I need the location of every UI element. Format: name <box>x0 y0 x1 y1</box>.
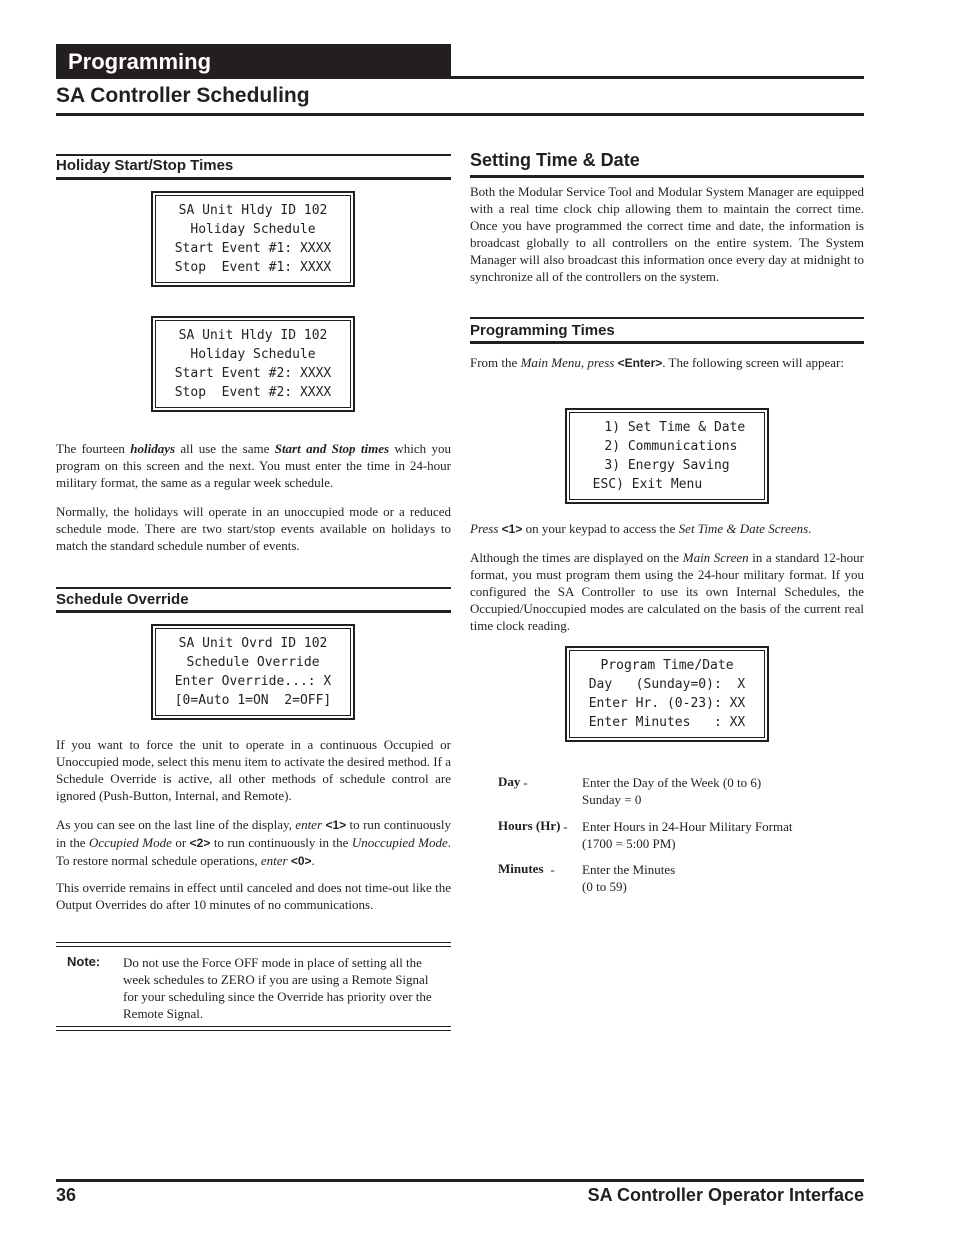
definition-separator: - <box>560 819 568 834</box>
lcd-line: 2) Communications <box>588 439 746 454</box>
holiday-heading: Holiday Start/Stop Times <box>56 157 234 174</box>
note-label: Note: <box>67 954 101 969</box>
section-rule <box>470 341 864 344</box>
lcd-line: Day (Sunday=0): X <box>588 677 746 692</box>
lcd-time-date-screen <box>565 646 769 742</box>
definition-line: Enter Hours in 24-Hour Military Format <box>582 819 793 834</box>
footer-rule <box>56 1179 864 1182</box>
section-rule <box>56 587 451 589</box>
programming-times-paragraph-2: Press <1> on your keypad to access the Set Time & Date Screens. <box>470 521 812 536</box>
header-rule <box>56 113 864 116</box>
lcd-line: Holiday Schedule <box>190 222 316 237</box>
override-paragraph-2: As you can see on the last line of the display, enter <1> to run continuously in the Occupied Mode or <2> to run continuously in the Unoccupied Mode. To restore normal schedule operations, enter <0>. <box>56 817 452 868</box>
definition-term: Day <box>498 774 521 789</box>
lcd-line: Program Time/Date <box>584 658 750 673</box>
note-rule <box>56 942 451 943</box>
override-paragraph-1: If you want to force the unit to operate in a continuous Occupied or Unoccupied mode, select this menu item to activate the desired method. If a Schedule Override is active, all other methods of schedule control are ignored (Push-Button, Internal, and Remote). <box>56 737 451 803</box>
section-rule <box>56 177 451 180</box>
definition-text <box>582 818 864 852</box>
override-heading: Schedule Override <box>56 591 189 608</box>
lcd-line: Start Event #2: XXXX <box>174 366 332 381</box>
lcd-line: Holiday Schedule <box>190 347 316 362</box>
lcd-line: SA Unit Hldy ID 102 <box>178 203 328 218</box>
lcd-line: Start Event #1: XXXX <box>174 241 332 256</box>
lcd-line: Enter Override...: X <box>174 674 332 689</box>
lcd-line: 3) Energy Saving <box>588 458 746 473</box>
definition-line: Sunday = 0 <box>582 792 642 807</box>
header-rule <box>56 76 864 79</box>
lcd-line: Stop Event #2: XXXX <box>174 385 332 400</box>
lcd-line: 1) Set Time & Date <box>588 420 746 435</box>
page-title: SA Controller Scheduling <box>56 84 310 107</box>
time-date-paragraph: Both the Modular Service Tool and Modular System Manager are equipped with a real time clock chip allowing them to maintain the correct time. Once you have programmed the correct time and date, the information is broadcast globally to all controllers on the entire system. The System Manager will also broadcast this information once every day at midnight to synchronize all of the controllers on the system. <box>470 184 864 284</box>
note-rule <box>56 946 451 947</box>
lcd-line: [0=Auto 1=ON 2=OFF] <box>174 693 332 708</box>
definition-line: Enter the Minutes <box>582 862 676 877</box>
programming-times-paragraph-1: From the Main Menu, press <Enter>. The following screen will appear: <box>470 355 844 370</box>
lcd-holiday-screen-2 <box>151 316 355 412</box>
definition-text <box>582 774 864 808</box>
holiday-paragraph-2: Normally, the holidays will operate in an unoccupied mode or a reduced schedule mode. There are two start/stop events available on holidays to match the standard schedule number of events. <box>56 504 451 553</box>
definition-line: (0 to 59) <box>582 879 627 894</box>
note-rule <box>56 1030 451 1031</box>
definition-line: Enter the Day of the Week (0 to 6) <box>582 775 762 790</box>
lcd-line: Enter Hr. (0-23): XX <box>588 696 746 711</box>
lcd-line: Stop Event #1: XXXX <box>174 260 332 275</box>
lcd-line: Enter Minutes : XX <box>588 715 746 730</box>
holiday-paragraph-1: The fourteen holidays all use the same Start and Stop times which you program on this screen and the next. You must enter the time in 24-hour military format, the same as a regular week schedule. <box>56 441 452 490</box>
lcd-line: SA Unit Hldy ID 102 <box>178 328 328 343</box>
lcd-line: Schedule Override <box>186 655 320 670</box>
definition-term: Hours (Hr) <box>498 818 561 833</box>
section-rule <box>56 610 451 613</box>
section-rule <box>470 317 864 319</box>
definition-text <box>582 861 864 895</box>
section-title: Programming <box>68 49 212 74</box>
lcd-main-menu-screen <box>565 408 769 504</box>
page-number: 36 <box>56 1185 77 1205</box>
override-paragraph-3: This override remains in effect until canceled and does not time-out like the Output Overrides do after 10 minutes of no communications. <box>56 880 451 912</box>
note-rule <box>56 1026 451 1027</box>
note-text: Do not use the Force OFF mode in place of setting all the week schedules to ZERO if you are using a Remote Signal for your scheduling since the Override has priority over the Remote Signal. <box>123 955 432 1021</box>
time-date-heading: Setting Time & Date <box>470 150 640 170</box>
lcd-line: SA Unit Ovrd ID 102 <box>178 636 328 651</box>
definition-line: (1700 = 5:00 PM) <box>582 836 676 851</box>
definition-term: Minutes <box>498 861 544 876</box>
programming-times-heading: Programming Times <box>470 322 615 339</box>
programming-times-paragraph-3: Although the times are displayed on the Main Screen in a standard 12-hour format, you must program them using the 24-hour military format. If you configured the SA Controller to use its own Internal Schedules, the Occupied/Unoccupied modes are calculated on the basis of the current real time clock reading. <box>470 550 865 633</box>
section-rule <box>56 154 451 156</box>
section-rule <box>470 175 864 178</box>
lcd-line: ESC) Exit Menu <box>592 477 742 492</box>
footer-title: SA Controller Operator Interface <box>587 1185 864 1205</box>
lcd-holiday-screen-1 <box>151 191 355 287</box>
definition-separator: - <box>520 775 528 790</box>
lcd-override-screen <box>151 624 355 720</box>
definition-separator: - <box>544 862 555 877</box>
